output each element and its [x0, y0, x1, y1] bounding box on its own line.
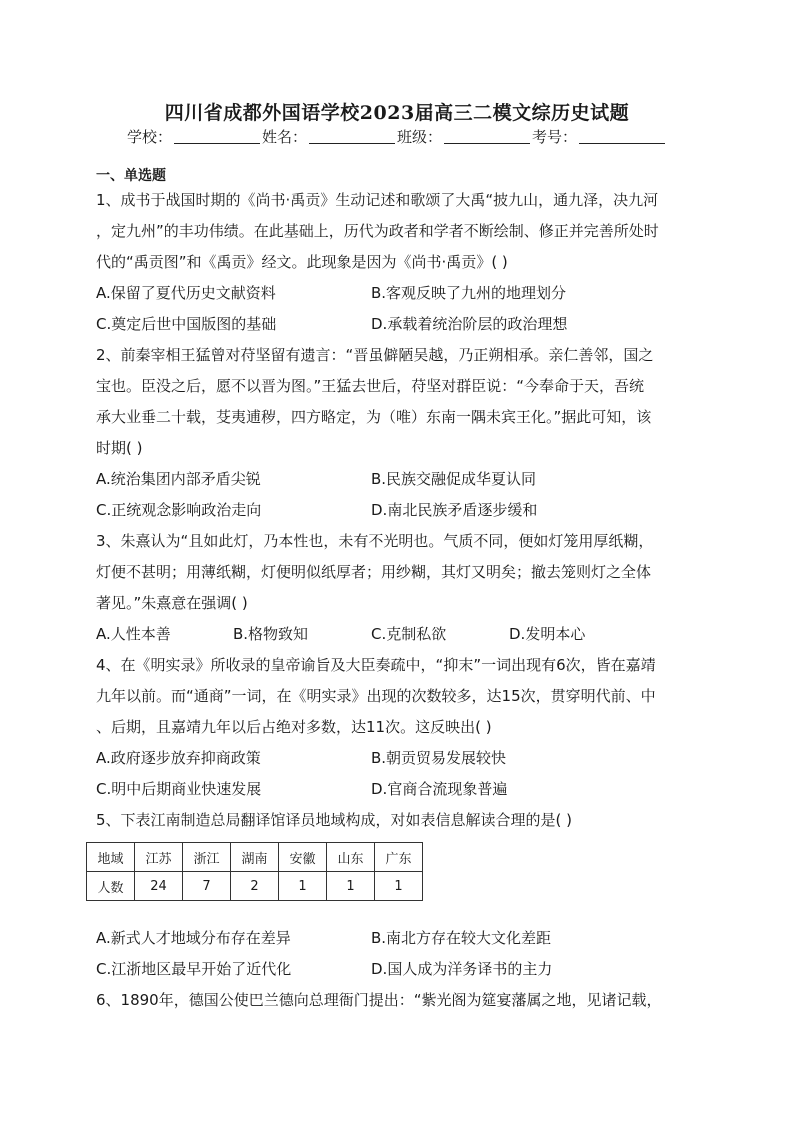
question-2-line: 2、前秦宰相王猛曾对苻坚留有遗言：“晋虽僻陋吴越，乃正朔相承。亲仁善邻，国之 [96, 346, 654, 364]
table-header-cell: 安徽 [279, 843, 327, 872]
q3-option-a[interactable]: A.人性本善 [96, 625, 171, 643]
q1-option-a[interactable]: A.保留了夏代历史文献资料 [96, 284, 276, 302]
q4-option-d[interactable]: D.官商合流现象普遍 [371, 780, 508, 798]
question-6-line: 6、1890年，德国公使巴兰德向总理衙门提出：“紫光阁为筵宴藩属之地，见诸记载， [96, 991, 662, 1009]
translator-region-table [86, 842, 423, 901]
question-1-line: ，定九州”的丰功伟绩。在此基础上，历代为政者和学者不断绘制、修正并完善所处时 [96, 222, 659, 240]
q4-option-c[interactable]: C.明中后期商业快速发展 [96, 780, 262, 798]
q3-option-d[interactable]: D.发明本心 [509, 625, 586, 643]
table-header-row [87, 843, 423, 872]
q5-option-c[interactable]: C.江浙地区最早开始了近代化 [96, 960, 292, 978]
q1-option-b[interactable]: B.客观反映了九州的地理划分 [371, 284, 567, 302]
q3-option-c[interactable]: C.克制私欲 [371, 625, 447, 643]
table-cell: 7 [183, 872, 231, 901]
table-header-cell: 广东 [375, 843, 423, 872]
exam-title: 四川省成都外国语学校2023届高三二模文综历史试题 [164, 102, 630, 124]
q2-option-c[interactable]: C.正统观念影响政治走向 [96, 501, 262, 519]
table-header-cell: 湖南 [231, 843, 279, 872]
q2-option-b[interactable]: B.民族交融促成华夏认同 [371, 470, 537, 488]
q5-option-d[interactable]: D.国人成为洋务译书的主力 [371, 960, 553, 978]
name-blank[interactable] [309, 129, 395, 144]
q2-option-a[interactable]: A.统治集团内部矛盾尖锐 [96, 470, 261, 488]
q1-option-d[interactable]: D.承载着统治阶层的政治理想 [371, 315, 568, 333]
q2-option-d[interactable]: D.南北民族矛盾逐步缓和 [371, 501, 538, 519]
table-cell: 2 [231, 872, 279, 901]
table-cell: 24 [135, 872, 183, 901]
table-header-cell: 江苏 [135, 843, 183, 872]
question-3-line: 3、朱熹认为“且如此灯，乃本性也，未有不光明也。气质不同，便如灯笼用厚纸糊， [96, 532, 654, 550]
question-2-line: 承大业垂二十载，芟夷逋秽，四方略定，为（唯）东南一隅未宾王化。”据此可知，该 [96, 408, 652, 426]
table-header-cell: 山东 [327, 843, 375, 872]
q5-option-a[interactable]: A.新式人才地域分布存在差异 [96, 929, 291, 947]
school-blank[interactable] [174, 129, 260, 144]
question-3-line: 灯便不甚明；用薄纸糊，灯便明似纸厚者；用纱糊，其灯又明矣；撤去笼则灯之全体 [96, 563, 652, 581]
q4-option-a[interactable]: A.政府逐步放弃抑商政策 [96, 749, 261, 767]
q1-option-c[interactable]: C.奠定后世中国版图的基础 [96, 315, 277, 333]
table-cell: 1 [375, 872, 423, 901]
table-header-cell: 地域 [87, 843, 135, 872]
question-2-line: 宝也。臣没之后，愿不以晋为图。”王猛去世后，苻坚对群臣说：“今奉命于天，吾统 [96, 377, 645, 395]
table-header-cell: 浙江 [183, 843, 231, 872]
question-4-line: 4、在《明实录》所收录的皇帝谕旨及大臣奏疏中，“抑末”一词出现有6次，皆在嘉靖 [96, 656, 656, 674]
name-label: 姓名： [261, 128, 307, 146]
table-cell: 1 [327, 872, 375, 901]
question-1-line: 代的“禹贡图”和《禹贡》经文。此现象是因为《尚书·禹贡》( ) [96, 253, 508, 271]
table-row [87, 872, 423, 901]
q3-option-b[interactable]: B.格物致知 [233, 625, 309, 643]
question-3-line: 著见。”朱熹意在强调( ) [96, 594, 248, 612]
table-cell: 人数 [87, 872, 135, 901]
question-4-line: 九年以前。而“通商”一词，在《明实录》出现的次数较多，达15次，贯穿明代前、中 [96, 687, 656, 705]
question-1-line: 1、成书于战国时期的《尚书·禹贡》生动记述和歌颂了大禹“披九山，通九泽，决九河 [96, 191, 659, 209]
class-label: 班级： [397, 128, 443, 146]
student-info-line [0, 126, 794, 147]
question-4-line: 、后期，且嘉靖九年以后占绝对多数，达11次。这反映出( ) [96, 718, 492, 736]
school-label: 学校： [126, 128, 172, 146]
exam-no-blank[interactable] [579, 129, 665, 144]
question-5-line: 5、下表江南制造总局翻译馆译员地域构成，对如表信息解读合理的是( ) [96, 811, 573, 829]
question-2-line: 时期( ) [96, 439, 143, 457]
q4-option-b[interactable]: B.朝贡贸易发展较快 [371, 749, 507, 767]
exam-no-label: 考号： [532, 128, 578, 146]
q5-option-b[interactable]: B.南北方存在较大文化差距 [371, 929, 552, 947]
class-blank[interactable] [444, 129, 530, 144]
table-cell: 1 [279, 872, 327, 901]
section-heading: 一、单选题 [96, 168, 166, 184]
